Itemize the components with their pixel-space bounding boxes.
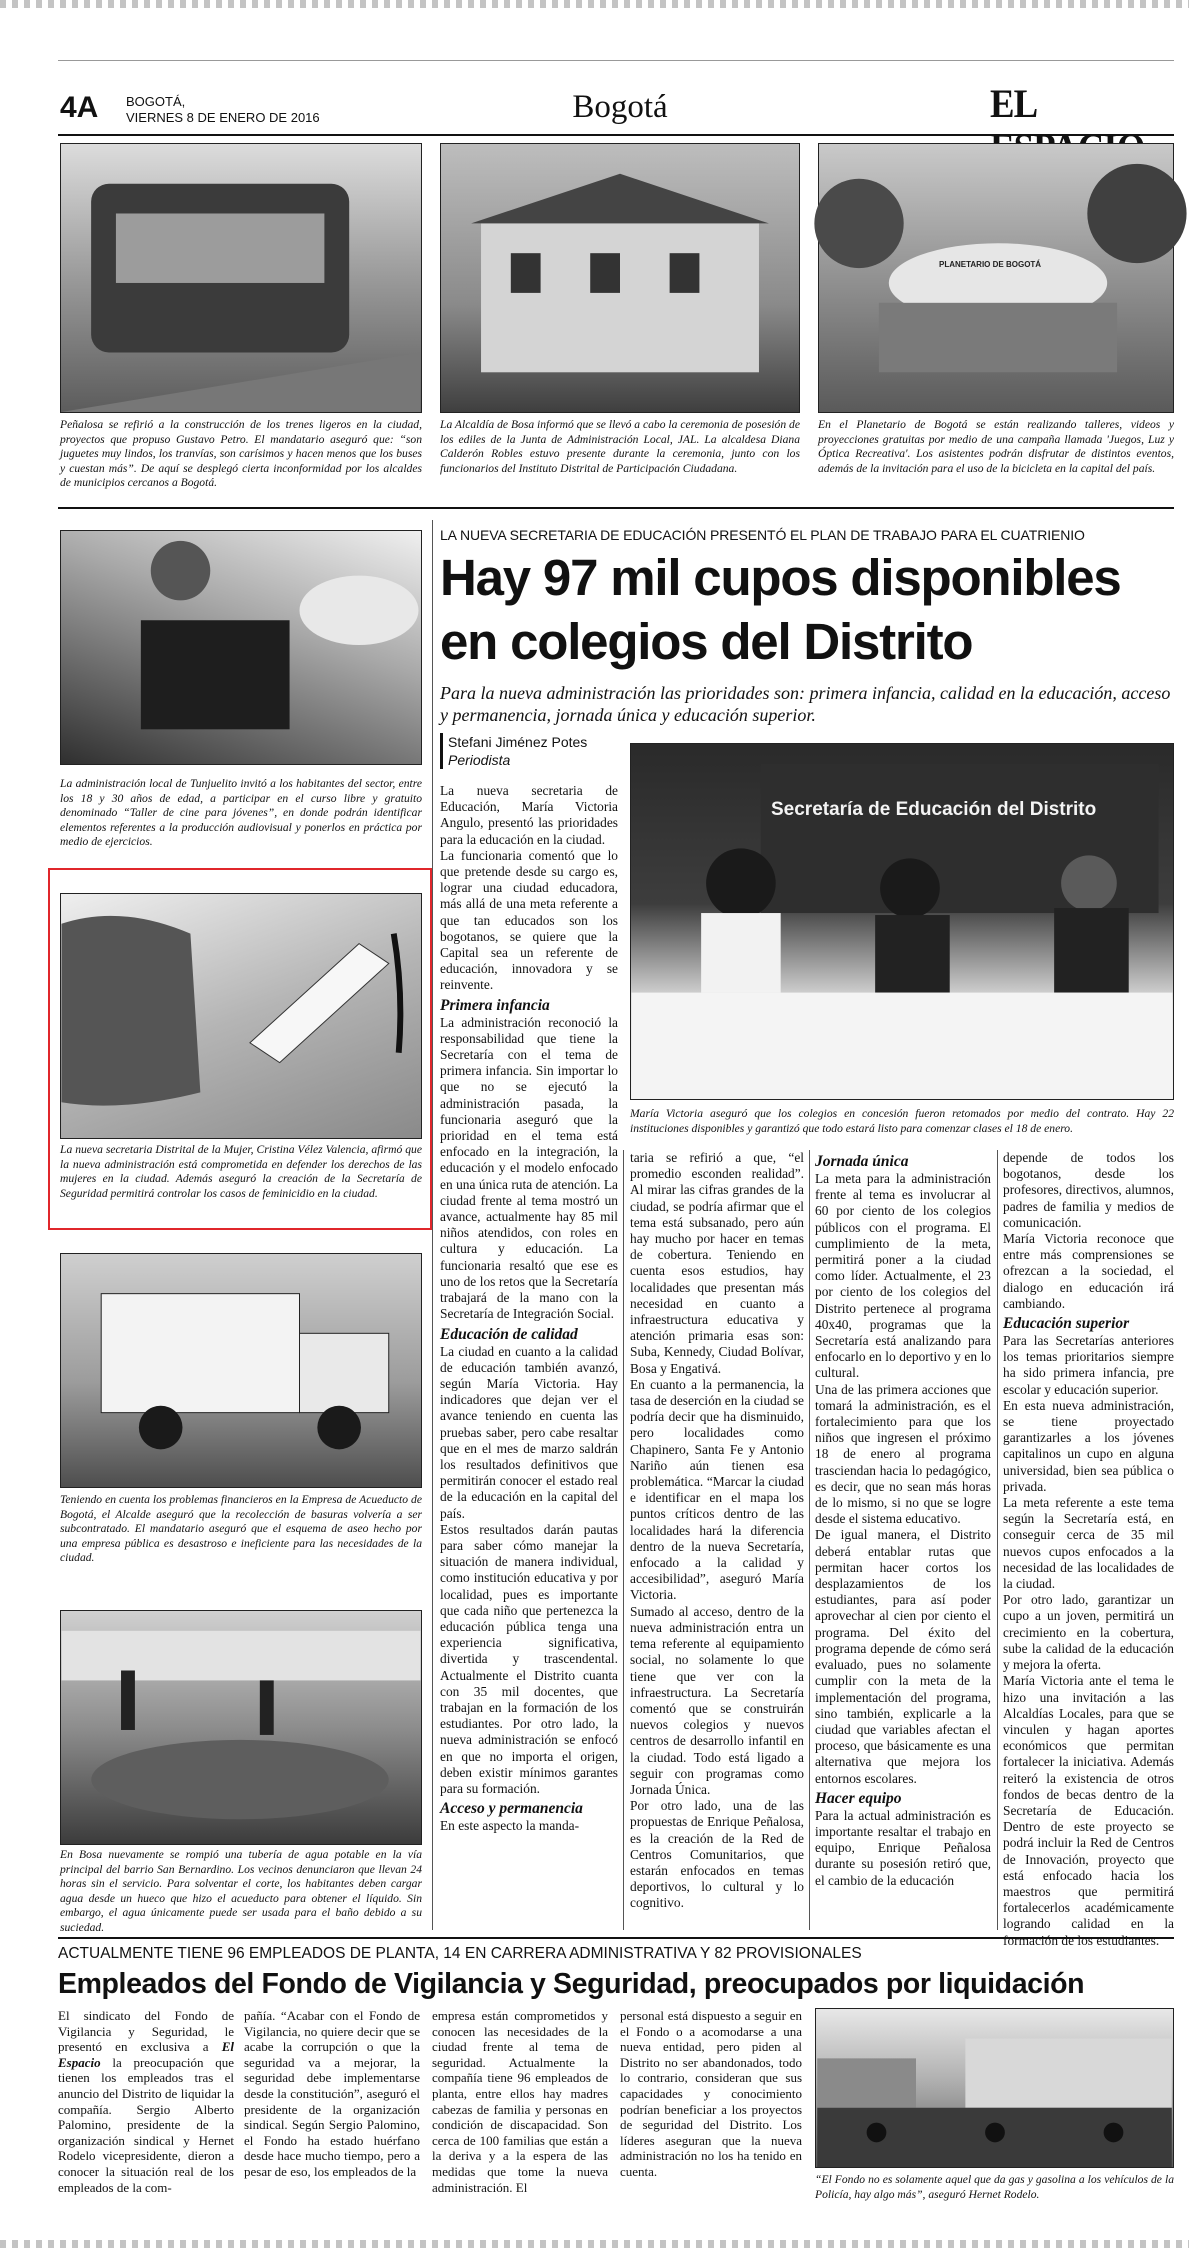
banner-text: Secretaría de Educación del Distrito	[771, 799, 1097, 820]
main-kicker: LA NUEVA SECRETARIA DE EDUCACIÓN PRESENTÓ EL PLAN DE TRABAJO PARA EL CUATRIENIO	[440, 527, 1085, 543]
photo-icon	[61, 531, 421, 764]
fondo-vigilancia-photo	[815, 2008, 1174, 2168]
paragraph: La meta para la administración frente al tema es involucrar al 60 por ciento de los colegios públicos con el programa. El cumplimiento de la meta, permitirá poner a la ciudad como líder. Actualmente, el 23 por ciento de los colegios del Distrito pertenece al programa 40x40, programas que la Secretaría está analizando para enfocarlo en lo deportivo y en lo cultural.	[815, 1171, 991, 1381]
main-col-1	[440, 783, 618, 1931]
agua-photo	[60, 1610, 422, 1845]
press-conference-photo	[630, 743, 1174, 1100]
paragraph: En este aspecto la manda-	[440, 1818, 580, 1834]
subhead-hacer-equipo: Hacer equipo	[815, 1789, 902, 1807]
paragraph: Por otro lado, una de las propuestas de Enrique Peñalosa, es la creación de la Red de Centros Comunitarios, que estarán enfocados en temas deportivos, lo cultural y lo cognitivo.	[630, 1798, 804, 1911]
paragraph: En cuanto a la permanencia, la tasa de deserción en la ciudad se podría decir que ha disminuido, pero localidades como Chapinero, Santa Fe y Antonio Nariño aún tienen esa problemática. “Marcar la ciudad e identificar en el mapa los puntos críticos dentro de las localidades hará la diferencia dentro de la nueva Secretaría, enfocado a la calidad y accesibilidad”, aseguró María Victoria.	[630, 1376, 804, 1603]
paragraph: Una de las primera acciones que tomará la administración, es el fortalecimiento para que los niños que ingresen el próximo 18 de enero al programa trasciendan hacia lo pedagógico, es decir, que no sean más horas de lo mismo, si no que se logre desde el sistema educativo.	[815, 1381, 991, 1527]
mujer-photo	[60, 893, 422, 1139]
cine-photo	[60, 530, 422, 765]
paragraph: Sumado al acceso, dentro de la nueva administración entra un tema referente al equipamiento social, no solamente lo que tiene que ver con la infraestructura. La Secretaría comentó que se construirán nuevos colegios y nuevos centros de desarrollo infantil en la ciudad. Todo está ligado a seguir con programas como Jornada Única.	[630, 1603, 804, 1797]
bottom-story-rule	[58, 1937, 1174, 1939]
mujer-caption: La nueva secretaria Distrital de la Mujer, Cristina Vélez Valencia, afirmó que la nueva administración está comprometida en defender los derechos de las mujeres en la ciudad. Además aseguró la creación de la Secretaría de Seguridad permitirá controlar los casos de feminicidio en la ciudad.	[60, 1143, 422, 1200]
top-rule	[58, 60, 1174, 61]
bottom-headline: Empleados del Fondo de Vigilancia y Seguridad, preocupados por liquidación	[58, 1968, 1085, 2000]
top-edge-strip	[0, 0, 1189, 8]
bottom-kicker: ACTUALMENTE TIENE 96 EMPLEADOS DE PLANTA, 14 EN CARRERA ADMINISTRATIVA Y 82 PROVISIONALES	[58, 1945, 862, 1962]
paragraph-text: El sindicato del Fondo de Vigilancia y Seguridad, le presentó en exclusiva a	[58, 2008, 234, 2055]
paragraph: María Victoria ante el tema le hizo una invitación a las Alcaldías Locales, para que se vinculen y hagan aportes económicos que permitan fortalecer la iniciativa. Además reiteró la existencia de otros fondos de becas dentro de la Secretaría de Educación. Dentro de este proyecto se podrá incluir la Red de Centros de Innovación, proyecto que está enfocado hacia los maestros que permitirá fortalecerlos académicamente logrando calidad en la formación de los estudiantes.	[1003, 1673, 1174, 1948]
paragraph: De igual manera, el Distrito deberá entablar rutas que permitan hacer cortos los desplazamientos de los estudiantes, para así poder aprovechar al cien por ciento el programa. Del éxito del programa depende de cómo será evaluado, pues no solamente cumplir con la meta de la implementación del programa, sino también, explicarle a la ciudad que variables afectan el proceso, que básicamente es una alternativa que mejora los entornos escolares.	[815, 1527, 991, 1786]
photo-icon	[819, 144, 1173, 412]
photo-icon	[816, 2009, 1173, 2167]
photo-icon	[61, 894, 421, 1138]
main-col-2	[630, 1150, 804, 1930]
planetario-photo	[818, 143, 1174, 413]
page-number: 4A	[60, 91, 99, 124]
main-headline-2: en colegios del Distrito	[440, 613, 973, 670]
cine-caption: La administración local de Tunjuelito invitó a los habitantes del sector, entre los 18 y 30 años de edad, a participar en el curso libre y gratuito denominado “Taller de cine para jóvenes”, en donde podrán identificar elementos referentes a la producción audiovisual y ponerlos en práctica por medio de ejercicios.	[60, 777, 422, 848]
paper-name: El Espacio	[58, 2039, 234, 2070]
paragraph: La funcionaria comentó que lo que pretende desde su cargo es, lograr una ciudad educadora, más allá de una meta referente a que tan educados son los bogotanos, se quiere que la Capital sea un referente de educación, innovadora y se reinvente.	[440, 847, 618, 993]
paragraph: La administración reconoció la responsabilidad que tiene la Secretaría con el tema de primera infancia. Sin importar lo que no se ejecutó la administración pasada, la funcionaria aseguró que la prioridad en el tema está enfocado en la integración, la educación y el modelo enfocado en una única ruta de atención. La ciudad frente al tema mostró un avance, actualmente hay 85 mil niños atendidos, con roles en cultura y educación. La funcionaria resaltó que ese es uno de los retos que la Secretaría trabajará de la mano con la Secretaría de Integración Social.	[440, 1014, 618, 1322]
photo-icon	[61, 1611, 421, 1844]
photo-icon	[441, 144, 799, 412]
top-row-rule	[58, 507, 1174, 509]
main-col-4	[1003, 1150, 1174, 1948]
paper-logo: EL	[990, 81, 1036, 126]
tram-caption: Peñalosa se refirió a la construcción de los trenes ligeros en la ciudad, proyectos que propuso Gustavo Petro. El mandatario aseguró que: “son juguetes muy lindos, los tranvías, son carísimos y hacen menos que los buses y cuestan más”. De aquí se desplegó cierta inconformidad por los alcaldes de municipios cercanos a Bogotá.	[60, 418, 422, 489]
paragraph: empresa están comprometidos y conocen las necesidades de la ciudad frente al tema de seguridad. Actualmente la compañía tiene 96 empleados de planta, entre ellos hay madres cabezas de familia y personas en condición de discapacidad. Son cerca de 100 familias que están a la deriva y a la espera de las medidas que tome la nueva administración. El	[432, 2008, 608, 2195]
subhead-educacion-calidad: Educación de calidad	[440, 1325, 578, 1343]
subhead-educacion-superior: Educación superior	[1003, 1315, 1130, 1333]
press-photo-caption: María Victoria aseguró que los colegios en concesión fueron retomados por medio del contrato. Hay 22 instituciones disponibles y garantizó que todo estará listo para comenzar clases el 18 de enero.	[630, 1107, 1174, 1135]
bottom-col-1	[58, 2008, 234, 2220]
author-role: Periodista	[448, 752, 511, 768]
col-divider	[623, 1150, 624, 1930]
agua-caption: En Bosa nuevamente se rompió una tubería de agua potable en la vía principal del barrio San Bernardino. Los vecinos denunciaron que llevan 24 horas sin el servicio. Para solventar el corte, los habitantes deben cargar agua desde un hueco que hizo el acueducto para obtener el líquido. Sin embargo, el agua únicamente puede ser usada para el baño debido a su suciedad.	[60, 1848, 422, 1934]
paragraph: depende de todos los bogotanos, desde los profesores, directivos, alumnos, padres de familia y medios de comunicación.	[1003, 1150, 1174, 1230]
paragraph: La ciudad en cuanto a la calidad de educación también avanzó, según María Victoria. Hay indicadores que dejan ver el avance teniendo en cuenta las pruebas saber, pero cabe resaltar que en el mes de marzo saldrán los resultados definitivos que permitirán conocer el estado real de la educación en la capital del país.	[440, 1343, 618, 1521]
photo-icon	[631, 744, 1173, 1099]
bosa-photo	[440, 143, 800, 413]
fondo-photo-caption: “El Fondo no es solamente aquel que da gas y gasolina a los vehículos de la Policía, hay algo más”, aseguró Hernet Rodelo.	[815, 2173, 1174, 2201]
subhead-jornada-unica: Jornada única	[815, 1153, 909, 1170]
paragraph: personal está dispuesto a seguir en el Fondo o a acomodarse a una nueva entidad, pero piden al Distrito no ser abandonados, todo lo contrario, consideran que sus capacidades y conocimiento podrían beneficiar a los proyectos de seguridad del Distrito. Los líderes aseguran que la nueva administración no los ha tenido en cuenta.	[620, 2008, 802, 2179]
paragraph: En esta nueva administración, se tiene proyectado garantizarles a los jóvenes capitalinos un cupo en alguna universidad, bien sea pública o privada.	[1003, 1397, 1174, 1494]
paragraph: Por otro lado, garantizar un cupo a un joven, permitirá un crecimiento en la cobertura, sube la calidad de la educación y mejora la oferta.	[1003, 1592, 1174, 1673]
paragraph: taria se refirió a que, “el promedio esconden realidad”. Al mirar las cifras grandes de la ciudad, se podría afirmar que el tema está subsanado, pero aún hay mucho por hacer en temas de cobertura. Teniendo en cuenta esos estudios, hay localidades que presentan más necesidad en cuanto a infraestructura educativa y atención primaria esas son: Suba, Kennedy, Ciudad Bolívar, Bosa y Engativá.	[630, 1150, 804, 1376]
bosa-caption: La Alcaldía de Bosa informó que se llevó a cabo la ceremonia de posesión de los ediles de la Junta de Administración Local, JAL. La alcaldesa Diana Calderón Robles estuvo presente durante la ceremonia, junto con los funcionarios del Instituto Distrital de Participación Ciudadana.	[440, 418, 800, 475]
paragraph: Para las Secretarías anteriores los temas prioritarios siempre ha sido primera infancia, pre escolar y educación superior.	[1003, 1333, 1174, 1397]
left-column-divider	[432, 520, 433, 1930]
photo-icon	[61, 1254, 421, 1487]
bottom-edge-strip	[0, 2240, 1189, 2248]
paragraph: pañía. “Acabar con el Fondo de Vigilancia, no quiere decir que se acabe la corrupción o que la seguridad va a mejorar, la seguridad debe implementarse desde la constitución”, aseguró el presidente de la organización sindical. Según Sergio Palomino, el Fondo ha estado huérfano desde hace mucho tiempo, pero a pesar de eso, los empleados de la	[244, 2008, 420, 2179]
paragraph: Para la actual administración es importante resaltar el trabajo en equipo, Enrique Peñalosa durante su posesión retiró que, el cambio de la educación	[815, 1807, 991, 1888]
paragraph-text: la preocupación que tienen los empleados tras el anuncio del Distrito de liquidar la compañía. Sergio Alberto Palomino, presidente de la organización sindical y Hernet Rodelo vicepresidente, dieron a conocer la situación real de los empleados de la com-	[58, 2054, 234, 2195]
section-title: Bogotá	[572, 89, 668, 125]
masthead-date: VIERNES 8 DE ENERO DE 2016	[126, 110, 320, 125]
subhead-primera-infancia: Primera infancia	[440, 996, 550, 1014]
tram-photo	[60, 143, 422, 413]
author-bar	[440, 733, 443, 769]
author-name: Stefani Jiménez Potes	[448, 734, 588, 750]
masthead-city: BOGOTÁ,	[126, 94, 186, 109]
masthead-rule	[58, 134, 1174, 136]
main-deck: Para la nueva administración las prioridades son: primera infancia, calidad en la educación, acceso y permanencia, jornada única y educación superior.	[440, 683, 1171, 725]
aseo-photo	[60, 1253, 422, 1488]
main-headline-1: Hay 97 mil cupos disponibles	[440, 549, 1121, 606]
photo-icon	[61, 144, 421, 412]
paragraph: La meta referente a este tema según la Secretaría está, en conseguir cerca de 35 mil nuevos cupos enfocados a la necesidad de las localidades de la ciudad.	[1003, 1495, 1174, 1592]
col-divider	[809, 1150, 810, 1930]
aseo-caption: Teniendo en cuenta los problemas financieros en la Empresa de Acueducto de Bogotá, el Alcalde aseguró que la recolección de basuras volvería a ser subcontratado. El mandatario aseguró que el esquema de aseo hecho por una empresa pública es desastroso e ineficiente para las necesidades de la ciudad.	[60, 1493, 422, 1564]
main-col-3	[815, 1150, 991, 1930]
paragraph: La nueva secretaria de Educación, María Victoria Angulo, presentó las prioridades para la educación en la ciudad.	[440, 783, 618, 847]
paragraph: Estos resultados darán pautas para saber cómo manejar la situación de manera individual, como institución educativa y por localidad, pues es importante que cada niño que pertenezca la educación pública tenga una experiencia significativa, divertida y trascendental. Actualmente el Distrito cuanta con 35 mil docentes, que trabajan en la formación de los estudiantes. Por otro lado, la nueva administración se enfocó en que no importa el origen, deben existir mínimos garantes para su formación.	[440, 1521, 618, 1796]
planetario-caption: En el Planetario de Bogotá se están realizando talleres, videos y proyecciones gratuitas por medio de una campaña llamada 'Juegos, Luz y Óptica Recreativa'. Los asistentes podrán disfrutar de distintos eventos, además de la invitación para el uso de la bicicleta en la capital del país.	[818, 418, 1174, 475]
col-divider	[997, 1150, 998, 1930]
paragraph	[58, 2008, 234, 2195]
bottom-col-3	[432, 2008, 608, 2220]
bottom-col-2	[244, 2008, 420, 2220]
subhead-acceso: Acceso y permanencia	[440, 1800, 583, 1818]
bottom-col-4	[620, 2008, 802, 2220]
planetario-sign: PLANETARIO DE BOGOTÁ	[939, 260, 1042, 269]
paragraph: María Victoria reconoce que entre más comprensiones se ofrezcan a la sociedad, el dialogo en educación irá cambiando.	[1003, 1231, 1174, 1311]
